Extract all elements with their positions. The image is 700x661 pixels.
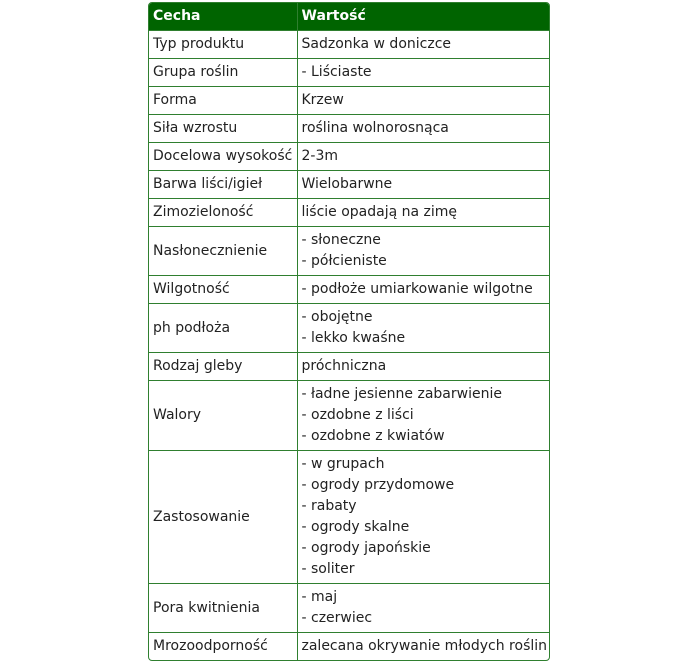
feature-value-cell: [297, 304, 549, 353]
feature-value-cell: [297, 353, 549, 381]
table-row: [149, 143, 549, 171]
feature-name-cell: Zimozieloność: [149, 199, 297, 227]
feature-value-line: zalecana okrywanie młodych roślin: [301, 638, 548, 654]
feature-value-line: liście opadają na zimę: [301, 204, 458, 220]
feature-value-cell: [297, 87, 549, 115]
feature-value-line: - soliter: [301, 561, 355, 577]
table-row: [149, 633, 549, 661]
feature-value-line: - w grupach: [301, 456, 385, 472]
feature-value-line: - lekko kwaśne: [301, 330, 406, 346]
feature-value-cell: [297, 584, 549, 633]
feature-value-line: - ogrody japońskie: [301, 540, 431, 556]
feature-value-line: - ozdobne z liści: [301, 407, 414, 423]
feature-name-cell: Forma: [149, 87, 297, 115]
feature-name-cell: Mrozoodporność: [149, 633, 297, 661]
feature-name-cell: Docelowa wysokość: [149, 143, 297, 171]
table-row: [149, 451, 549, 584]
feature-value-line: - rabaty: [301, 498, 357, 514]
feature-value-cell: [297, 633, 549, 661]
table-body: [149, 31, 549, 661]
table-row: [149, 381, 549, 451]
feature-value-cell: [297, 227, 549, 276]
table-row: [149, 227, 549, 276]
feature-value-cell: [297, 115, 549, 143]
feature-value-line: - obojętne: [301, 309, 373, 325]
feature-name-cell: Pora kwitnienia: [149, 584, 297, 633]
feature-name-cell: Zastosowanie: [149, 451, 297, 584]
feature-value-cell: [297, 143, 549, 171]
feature-name-cell: Wilgotność: [149, 276, 297, 304]
feature-value-line: - czerwiec: [301, 610, 373, 626]
feature-name-cell: Grupa roślin: [149, 59, 297, 87]
feature-value-cell: [297, 199, 549, 227]
feature-value-line: Sadzonka w doniczce: [301, 36, 452, 52]
product-attributes-table: [149, 3, 549, 660]
table-header-row: [149, 3, 549, 31]
feature-name-cell: Nasłonecznienie: [149, 227, 297, 276]
product-attributes-table-wrapper: [148, 2, 550, 661]
table-row: [149, 199, 549, 227]
feature-value-cell: [297, 171, 549, 199]
table-row: [149, 276, 549, 304]
table-row: [149, 115, 549, 143]
feature-value-line: - podłoże umiarkowanie wilgotne: [301, 281, 533, 297]
feature-value-line: Wielobarwne: [301, 176, 393, 192]
feature-value-cell: [297, 276, 549, 304]
table-row: [149, 304, 549, 353]
feature-value-line: roślina wolnorosnąca: [301, 120, 449, 136]
table-row: [149, 353, 549, 381]
feature-value-line: - Liściaste: [301, 64, 372, 80]
feature-name-cell: Walory: [149, 381, 297, 451]
table-row: [149, 59, 549, 87]
feature-value-line: - ogrody skalne: [301, 519, 410, 535]
feature-value-line: - ogrody przydomowe: [301, 477, 455, 493]
table-row: [149, 171, 549, 199]
column-header-feature: Cecha: [149, 3, 297, 31]
feature-name-cell: Barwa liści/igieł: [149, 171, 297, 199]
feature-value-cell: [297, 381, 549, 451]
feature-value-cell: [297, 31, 549, 59]
feature-name-cell: Siła wzrostu: [149, 115, 297, 143]
feature-name-cell: Typ produktu: [149, 31, 297, 59]
feature-name-cell: ph podłoża: [149, 304, 297, 353]
feature-value-line: Krzew: [301, 92, 344, 108]
feature-value-line: próchniczna: [301, 358, 387, 374]
feature-value-line: - maj: [301, 589, 338, 605]
table-row: [149, 31, 549, 59]
feature-value-line: - półcieniste: [301, 253, 387, 269]
feature-value-cell: [297, 59, 549, 87]
feature-name-cell: Rodzaj gleby: [149, 353, 297, 381]
feature-value-cell: [297, 451, 549, 584]
feature-value-line: - słoneczne: [301, 232, 381, 248]
table-row: [149, 87, 549, 115]
column-header-value: Wartość: [297, 3, 549, 31]
feature-value-line: - ładne jesienne zabarwienie: [301, 386, 502, 402]
table-row: [149, 584, 549, 633]
feature-value-line: - ozdobne z kwiatów: [301, 428, 445, 444]
feature-value-line: 2-3m: [301, 148, 339, 164]
